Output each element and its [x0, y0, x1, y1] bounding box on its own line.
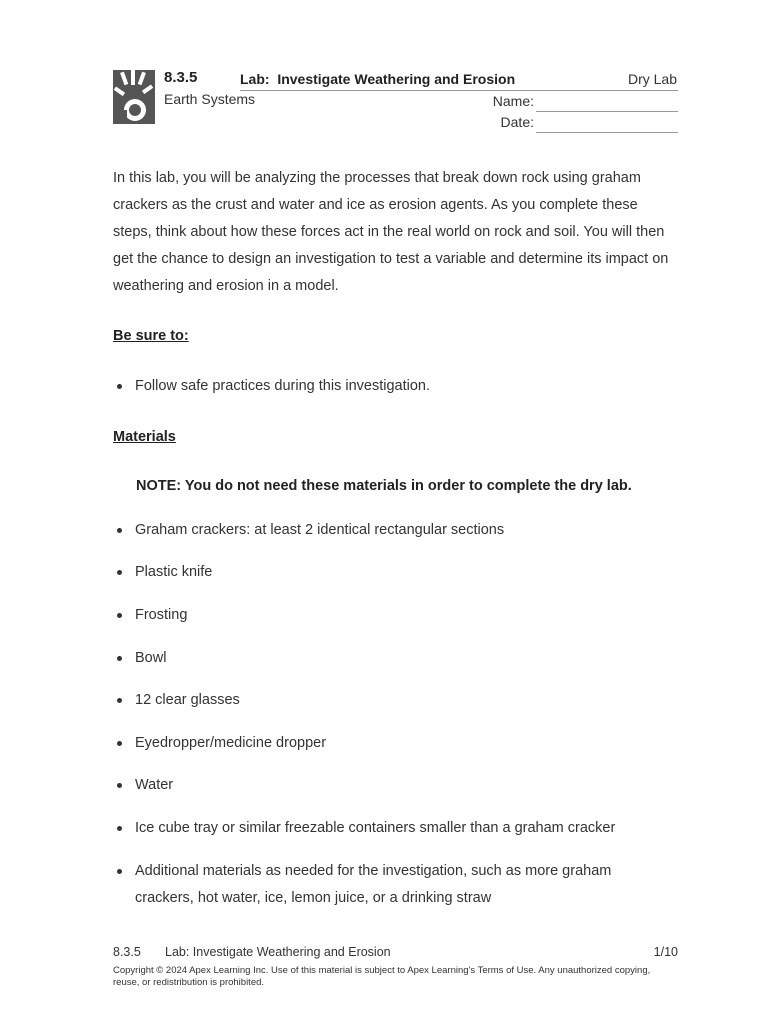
footer-lesson-number: 8.3.5	[113, 945, 141, 959]
list-item: Follow safe practices during this investigation.	[113, 373, 673, 400]
bullet-icon	[117, 869, 122, 874]
list-item: Eyedropper/medicine dropper	[113, 730, 673, 757]
list-item: Bowl	[113, 645, 673, 672]
bullet-icon	[117, 613, 122, 618]
bullet-icon	[117, 570, 122, 575]
list-item: Frosting	[113, 602, 673, 629]
be-sure-heading: Be sure to:	[113, 328, 189, 344]
apex-logo-icon	[113, 70, 155, 124]
materials-note: NOTE: You do not need these materials in order to complete the dry lab.	[136, 478, 632, 494]
bullet-icon	[117, 783, 122, 788]
lab-title: Lab: Investigate Weathering and Erosion	[240, 71, 516, 87]
list-item: Plastic knife	[113, 559, 673, 586]
materials-heading: Materials	[113, 429, 176, 445]
footer-title: Lab: Investigate Weathering and Erosion	[165, 945, 391, 959]
page-number: 1/10	[653, 945, 678, 959]
list-item: Ice cube tray or similar freezable containers smaller than a graham cracker	[113, 815, 673, 842]
course-name: Earth Systems	[164, 91, 256, 107]
list-item: Water	[113, 772, 673, 799]
intro-paragraph: In this lab, you will be analyzing the processes that break down rock using graham crackers as the crust and water and ice as erosion agents. As you complete these steps, think about how these forces act in the real world on rock and soil. You will then get the chance to design an investigation to test a variable and determine its impact on weathering and erosion in a model.	[113, 170, 669, 294]
date-label: Date:	[500, 114, 534, 130]
lab-type: Dry Lab	[627, 71, 677, 87]
list-item: Graham crackers: at least 2 identical rectangular sections	[113, 517, 673, 544]
list-item: Additional materials as needed for the investigation, such as more graham crackers, hot water, ice, lemon juice, or a drinking straw	[113, 858, 673, 912]
bullet-icon	[117, 698, 122, 703]
bullet-icon	[117, 741, 122, 746]
lesson-number: 8.3.5	[164, 69, 198, 86]
header-rule	[240, 90, 678, 91]
bullet-icon	[117, 384, 122, 389]
bullet-icon	[117, 528, 122, 533]
list-item: 12 clear glasses	[113, 687, 673, 714]
copyright-notice: Copyright © 2024 Apex Learning Inc. Use of this material is subject to Apex Learning's Terms of Use. Any unauthorized copying, reuse, or redistribution is prohibited.	[113, 965, 651, 988]
bullet-icon	[117, 656, 122, 661]
date-field[interactable]	[536, 132, 678, 133]
name-label: Name:	[492, 93, 534, 109]
name-field[interactable]	[536, 111, 678, 112]
bullet-icon	[117, 826, 122, 831]
